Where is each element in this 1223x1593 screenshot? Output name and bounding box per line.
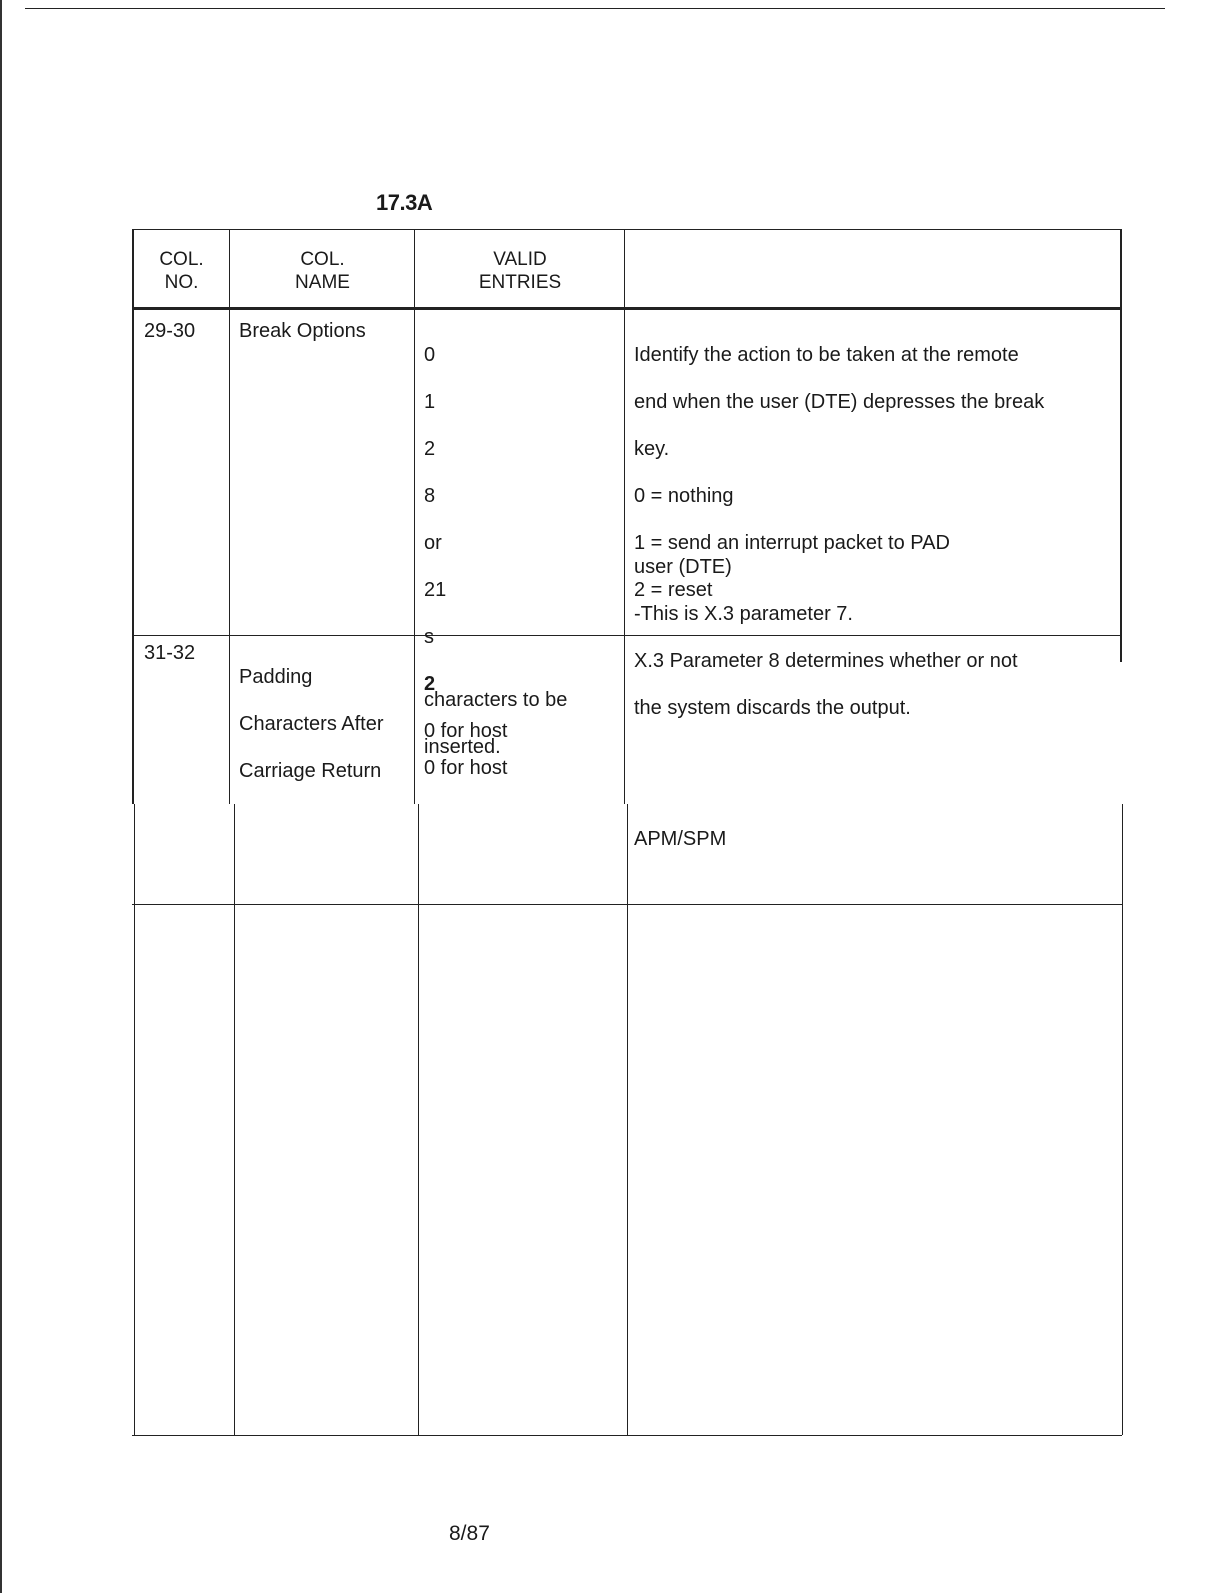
page-top-rule <box>25 8 1165 9</box>
description-line: user (DTE) <box>634 555 732 578</box>
row1-col-name: Break Options <box>239 320 366 342</box>
header-col-no-line: COL. <box>159 249 204 270</box>
page-number: 8/87 <box>449 1522 490 1545</box>
row2-col-no: 31-32 <box>144 642 196 664</box>
description-line: 0 = nothing <box>634 484 734 507</box>
header-col-no-line: NO. <box>164 272 199 293</box>
valid-entry: 8 <box>424 484 436 507</box>
valid-entry: or <box>424 531 442 554</box>
valid-entry: inserted. <box>424 735 501 758</box>
column-divider <box>229 229 230 804</box>
column-divider <box>414 229 415 804</box>
valid-entry: characters to be <box>424 688 568 711</box>
valid-entry: 2 <box>424 672 436 695</box>
col-name-line: Characters After <box>239 712 384 735</box>
valid-entry: 2 <box>424 437 436 460</box>
description-line: Identify the action to be taken at the remote <box>634 343 1019 366</box>
header-col-name-line: COL. <box>300 249 345 270</box>
table-top-border <box>132 229 1122 230</box>
column-divider <box>624 229 625 804</box>
table-right-border <box>1120 229 1122 662</box>
header-valid-entries-line: ENTRIES <box>478 272 562 293</box>
description-line: 2 = reset <box>634 578 713 601</box>
row1-description-bottom <box>634 532 1018 744</box>
valid-entry: s <box>424 625 434 648</box>
header-col-no <box>134 248 229 294</box>
description-line: -This is X.3 parameter 7. <box>634 602 853 625</box>
table-left-border <box>132 229 134 804</box>
header-divider <box>132 307 1122 310</box>
valid-entry: 1 <box>424 390 436 413</box>
column-divider <box>234 804 235 1435</box>
col-name-line: Carriage Return <box>239 759 382 782</box>
column-divider <box>418 804 419 1435</box>
valid-entry: 0 for host <box>424 719 508 742</box>
table-right-border <box>1122 804 1123 1435</box>
page-left-edge <box>0 0 2 1593</box>
header-col-name <box>231 248 414 294</box>
table-left-border <box>134 804 135 1435</box>
valid-entry: 0 <box>424 343 436 366</box>
header-col-name-line: NAME <box>295 272 350 293</box>
row2-valid-entries-host: 0 for host <box>424 757 508 779</box>
col-name-line: Padding <box>239 665 313 688</box>
table-bottom-border <box>132 1435 1122 1436</box>
description-line: the system discards the output. <box>634 696 911 719</box>
row2-description: APM/SPM <box>634 828 727 850</box>
description-line: end when the user (DTE) depresses the break <box>634 390 1045 413</box>
description-line: 1 = send an interrupt packet to PAD <box>634 531 950 554</box>
section-title: 17.3A <box>376 190 433 215</box>
description-line: X.3 Parameter 8 determines whether or not <box>634 649 1018 672</box>
description-line: key. <box>634 437 670 460</box>
header-valid-entries <box>416 248 624 294</box>
header-valid-entries-line: VALID <box>493 249 547 270</box>
row2-col-name <box>239 642 384 807</box>
valid-entry: 21 <box>424 578 447 601</box>
row1-col-no: 29-30 <box>144 320 196 342</box>
column-divider <box>627 804 628 1435</box>
